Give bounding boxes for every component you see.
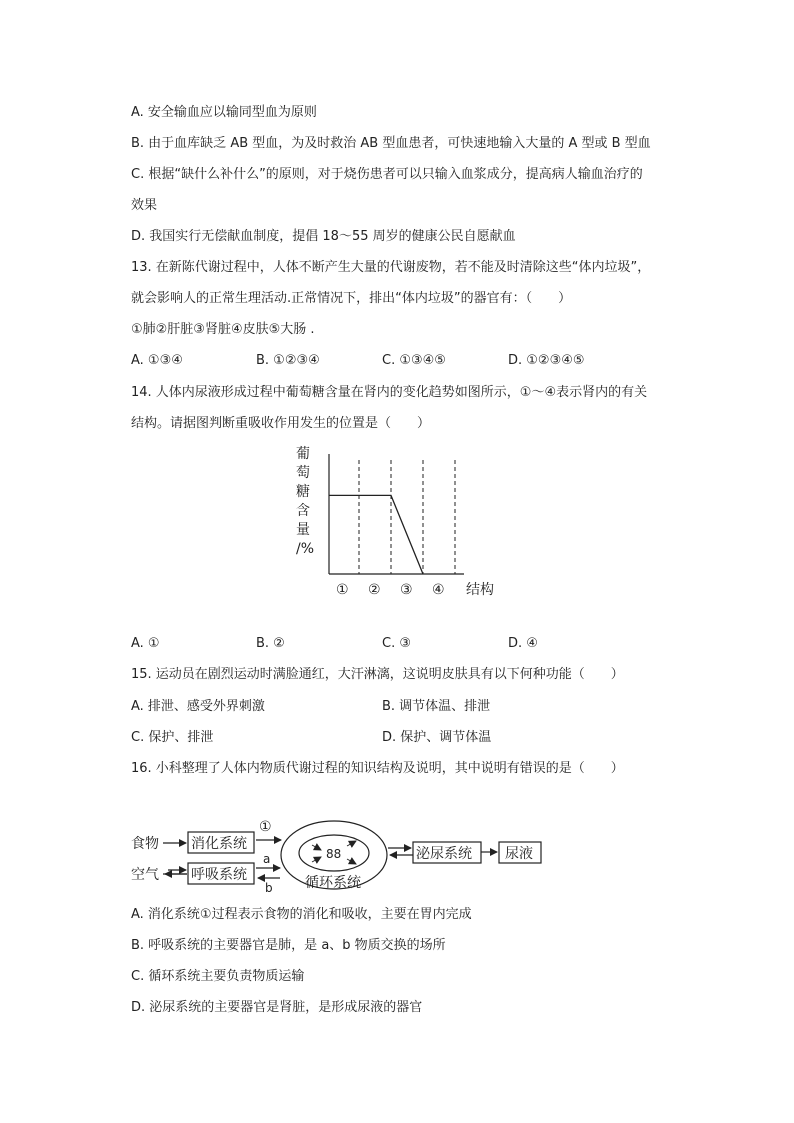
q13-option-b: B. ①②③④ xyxy=(256,353,320,368)
label-b: b xyxy=(265,881,273,895)
urine-label: 尿液 xyxy=(505,846,533,862)
q12-option-a: A. 安全输血应以输同型血为原则 xyxy=(131,105,317,120)
q12-option-c-line1: C. 根据“缺什么补什么”的原则，对于烧伤患者可以只输入血浆成分，提高病人输血治疗的 xyxy=(131,167,643,182)
q15-option-b: B. 调节体温、排泄 xyxy=(382,699,491,714)
q13-option-a: A. ①③④ xyxy=(131,353,183,368)
q13-stem-line3: ①肺②肝脏③肾脏④皮肤⑤大肠 . xyxy=(131,322,315,337)
q15-option-a: A. 排泄、感受外界刺激 xyxy=(131,699,265,714)
q14-stem-line1: 14. 人体内尿液形成过程中葡萄糖含量在肾内的变化趋势如图所示，①～④表示肾内的有关 xyxy=(131,385,648,400)
label-a: a xyxy=(263,852,271,866)
q13-option-d: D. ①②③④⑤ xyxy=(508,353,585,368)
x-tick-label: ④ xyxy=(432,582,445,598)
q16-option-b: B. 呼吸系统的主要器官是肺，是 a、b 物质交换的场所 xyxy=(131,938,446,953)
q12-option-c-line2: 效果 xyxy=(131,198,158,213)
q14-option-a: A. ① xyxy=(131,636,160,651)
x-axis-label: 结构 xyxy=(466,582,494,598)
q14-option-b: B. ② xyxy=(256,636,285,651)
circulatory-system-label: 循环系统 xyxy=(305,875,361,891)
y-axis-label-char: 量 xyxy=(296,522,310,538)
x-tick-label: ② xyxy=(368,582,381,598)
urinary-system-label: 泌尿系统 xyxy=(416,846,472,862)
q14-option-d: D. ④ xyxy=(508,636,538,651)
y-axis-label-char: 含 xyxy=(296,503,310,519)
q12-option-d: D. 我国实行无偿献血制度，提倡 18～55 周岁的健康公民自愿献血 xyxy=(131,229,516,244)
q15-stem: 15. 运动员在剧烈运动时满脸通红，大汗淋漓，这说明皮肤具有以下何种功能（ ） xyxy=(131,667,624,682)
process-1-label: ① xyxy=(259,819,272,835)
q15-option-c: C. 保护、排泄 xyxy=(131,730,214,745)
q13-stem-line2: 就会影响人的正常生理活动.正常情况下，排出“体内垃圾”的器官有：（ ） xyxy=(131,291,572,306)
q14-stem-line2: 结构。请据图判断重吸收作用发生的位置是（ ） xyxy=(131,416,431,431)
q16-stem: 16. 小科整理了人体内物质代谢过程的知识结构及说明，其中说明有错误的是（ ） xyxy=(131,761,624,776)
y-axis-label-char: 糖 xyxy=(296,484,310,500)
q16-option-c: C. 循环系统主要负责物质运输 xyxy=(131,969,305,984)
q15-option-d: D. 保护、调节体温 xyxy=(382,730,492,745)
digestive-system-label: 消化系统 xyxy=(191,836,247,852)
air-label: 空气 xyxy=(131,867,159,883)
q16-option-a: A. 消化系统①过程表示食物的消化和吸收，主要在胃内完成 xyxy=(131,907,472,922)
y-axis-label-char: 萄 xyxy=(296,465,310,481)
q13-stem-line1: 13. 在新陈代谢过程中，人体不断产生大量的代谢废物，若不能及时清除这些“体内垃圾”， xyxy=(131,260,651,275)
q16-option-d: D. 泌尿系统的主要器官是肾脏，是形成尿液的器官 xyxy=(131,1000,423,1015)
q14-option-c: C. ③ xyxy=(382,636,411,651)
food-label: 食物 xyxy=(131,836,159,852)
y-axis-label-char: /% xyxy=(296,541,315,557)
y-axis-label-char: 葡 xyxy=(296,446,310,462)
heart-symbol: 88 xyxy=(326,847,342,861)
q13-option-c: C. ①③④⑤ xyxy=(382,353,446,368)
x-tick-label: ③ xyxy=(400,582,413,598)
respiratory-system-label: 呼吸系统 xyxy=(191,867,247,883)
q12-option-b: B. 由于血库缺乏 AB 型血，为及时救治 AB 型血患者，可快速地输入大量的 A 型或 B 型血 xyxy=(131,136,651,151)
x-tick-label: ① xyxy=(336,582,349,598)
